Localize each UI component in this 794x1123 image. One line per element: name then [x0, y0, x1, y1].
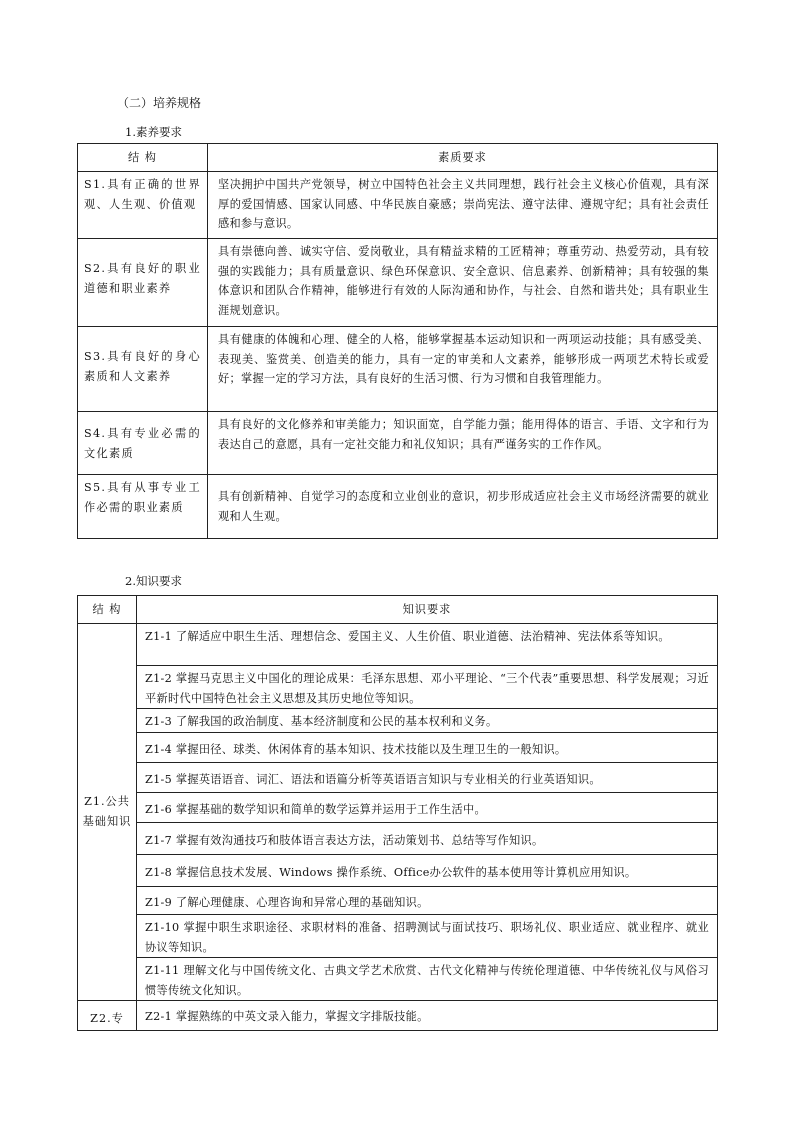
table-row — [78, 709, 718, 733]
structure-cell: S4.具有专业必需的文化素质 — [78, 412, 208, 475]
knowledge-item: Z1-10 掌握中职生求职途径、求职材料的准备、招聘测试与面试技巧、职场礼仪、职业适应、就业程序、就业协议等知识。 — [137, 915, 718, 958]
table-row — [78, 624, 718, 666]
requirement-cell: 具有健康的体魄和心理、健全的人格，能够掌握基本运动知识和一两项运动技能；具有感受美、表现美、鉴赏美、创造美的能力，具有一定的审美和人文素养，能够形成一两项艺术特长或爱好；掌握一定的学习方法，具有良好的生活习惯、行为习惯和自我管理能力。 — [208, 327, 718, 412]
knowledge-requirements-table — [77, 595, 718, 1031]
structure-header: 结 构 — [78, 596, 137, 624]
table-row — [78, 915, 718, 958]
table-row — [78, 823, 718, 855]
requirement-cell: 具有创新精神、自觉学习的态度和立业创业的意识，初步形成适应社会主义市场经济需要的就业观和人生观。 — [208, 475, 718, 539]
knowledge-item: Z1-1 了解适应中职生生活、理想信念、爱国主义、人生价值、职业道德、法治精神、宪法体系等知识。 — [137, 624, 718, 666]
requirement-cell: 具有良好的文化修养和审美能力；知识面宽，自学能力强；能用得体的语言、手语、文字和行为表达自己的意愿，具有一定社交能力和礼仪知识；具有严谨务实的工作作风。 — [208, 412, 718, 475]
table-row — [78, 887, 718, 915]
group-label-public-basics: Z1.公共基础知识 — [78, 624, 137, 1001]
table-row — [78, 763, 718, 793]
structure-cell: S3.具有良好的身心素质和人文素养 — [78, 327, 208, 412]
table-header-row — [78, 596, 718, 624]
knowledge-subtitle: 2.知识要求 — [125, 574, 182, 588]
knowledge-item: Z1-9 了解心理健康、心理咨询和异常心理的基础知识。 — [137, 887, 718, 915]
knowledge-item: Z1-7 掌握有效沟通技巧和肢体语言表达方法，活动策划书、总结等写作知识。 — [137, 823, 718, 855]
structure-cell: S1.具有正确的世界观、人生观、价值观 — [78, 172, 208, 239]
table-row — [78, 793, 718, 823]
table-row — [78, 475, 718, 539]
table-row — [78, 412, 718, 475]
quality-subtitle: 1.素养要求 — [125, 125, 182, 139]
knowledge-item: Z1-5 掌握英语语音、词汇、语法和语篇分析等英语语言知识与专业相关的行业英语知识。 — [137, 763, 718, 793]
structure-cell: S2.具有良好的职业道德和职业素养 — [78, 239, 208, 327]
knowledge-item: Z1-6 掌握基础的数学知识和简单的数学运算并运用于工作生活中。 — [137, 793, 718, 823]
requirement-cell: 具有崇德向善、诚实守信、爱岗敬业，具有精益求精的工匠精神；尊重劳动、热爱劳动，具有较强的实践能力；具有质量意识、绿色环保意识、安全意识、信息素养、创新精神；具有较强的集体意识和团队合作精神，能够进行有效的人际沟通和协作，与社会、自然和谐共处；具有职业生涯规划意识。 — [208, 239, 718, 327]
requirement-header: 素质要求 — [208, 144, 718, 172]
table-row — [78, 239, 718, 327]
knowledge-item: Z2-1 掌握熟练的中英文录入能力，掌握文字排版技能。 — [137, 1001, 718, 1031]
table-row — [78, 733, 718, 763]
knowledge-item: Z1-11 理解文化与中国传统文化、古典文学艺术欣赏、古代文化精神与传统伦理道德、中华传统礼仪与风俗习惯等传统文化知识。 — [137, 958, 718, 1001]
knowledge-item: Z1-8 掌握信息技术发展、Windows 操作系统、Office办公软件的基本使用等计算机应用知识。 — [137, 855, 718, 887]
table-header-row — [78, 144, 718, 172]
table-row — [78, 855, 718, 887]
table-row — [78, 172, 718, 239]
knowledge-item: Z1-3 了解我国的政治制度、基本经济制度和公民的基本权利和义务。 — [137, 709, 718, 733]
structure-header: 结 构 — [78, 144, 208, 172]
table-row — [78, 1001, 718, 1031]
table-row — [78, 958, 718, 1001]
table-row — [78, 666, 718, 709]
quality-requirements-table — [77, 143, 718, 539]
requirement-cell: 坚决拥护中国共产党领导，树立中国特色社会主义共同理想，践行社会主义核心价值观，具有深厚的爱国情感、国家认同感、中华民族自豪感；崇尚宪法、遵守法律、遵规守纪；具有社会责任感和参与意识。 — [208, 172, 718, 239]
structure-cell: S5.具有从事专业工作必需的职业素质 — [78, 475, 208, 539]
section-title: （二）培养规格 — [117, 96, 202, 110]
table-row — [78, 327, 718, 412]
group-label-professional: Z2.专 — [78, 1001, 137, 1031]
knowledge-item: Z1-4 掌握田径、球类、休闲体育的基本知识、技术技能以及生理卫生的一般知识。 — [137, 733, 718, 763]
requirement-header: 知识要求 — [137, 596, 718, 624]
knowledge-item: Z1-2 掌握马克思主义中国化的理论成果：毛泽东思想、邓小平理论、“三个代表”重要思想、科学发展观；习近平新时代中国特色社会主义思想及其历史地位等知识。 — [137, 666, 718, 709]
